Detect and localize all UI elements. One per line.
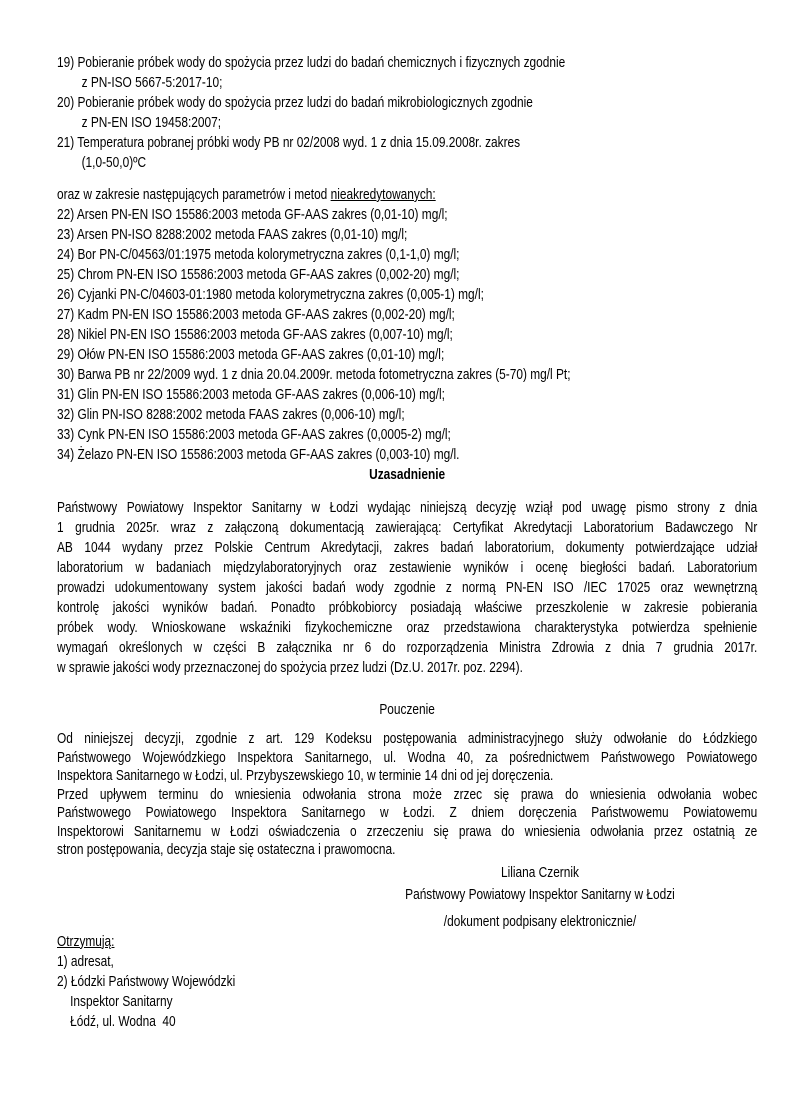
list-item-31: 31) Glin PN-EN ISO 15586:2003 metoda GF-AAS zakres (0,006-10) mg/l;	[57, 387, 445, 403]
list-item-33: 33) Cynk PN-EN ISO 15586:2003 metoda GF-AAS zakres (0,0005-2) mg/l;	[57, 427, 451, 443]
list-item-29: 29) Ołów PN-EN ISO 15586:2003 metoda GF-AAS zakres (0,01-10) mg/l;	[57, 347, 445, 363]
paragraph-line: Przed upływem terminu do wniesienia odwołania strona może zrzec się prawa do wniesienia odwołania wobec	[57, 786, 758, 803]
recipient-item-2-line3: Łódź, ul. Wodna 40	[70, 1013, 176, 1030]
recipients-heading: Otrzymują:	[57, 933, 115, 950]
list-item-32: 32) Glin PN-ISO 8288:2002 metoda FAAS zakres (0,006-10) mg/l;	[57, 407, 405, 423]
paragraph-line: stron postępowania, decyzja staje się ostateczna i prawomocna.	[57, 842, 396, 858]
signature-block	[310, 862, 769, 932]
list-item-34: 34) Żelazo PN-EN ISO 15586:2003 metoda GF-AAS zakres (0,003-10) mg/l.	[57, 447, 460, 463]
list-item-21-line1: 21) Temperatura pobranej próbki wody PB nr 02/2008 wyd. 1 z dnia 15.09.2008r. zakres	[57, 135, 521, 151]
list-item-30: 30) Barwa PB nr 22/2009 wyd. 1 z dnia 20.04.2009r. metoda fotometryczna zakres (5-70) mg/l Pt;	[57, 367, 571, 383]
list-item-19-line2: z PN-ISO 5667-5:2017-10;	[81, 75, 223, 91]
accredited-list	[57, 53, 757, 173]
nonaccredited-list	[57, 205, 757, 465]
recipient-item-1: 1) adresat,	[57, 953, 114, 970]
signer-title: Państwowy Powiatowy Inspektor Sanitarny w Łodzi	[405, 886, 675, 903]
signer-name: Liliana Czernik	[500, 864, 579, 881]
pouczenie-heading: Pouczenie	[379, 702, 435, 718]
paragraph-line: Inspektorowi Sanitarnemu w Łodzi oświadczenia o zrzeczeniu się prawa do wniesienia odwołania przez ostatnią ze	[57, 823, 758, 840]
electronic-signature-note: /dokument podpisany elektronicznie/	[443, 913, 637, 930]
list-item-20-line2: z PN-EN ISO 19458:2007;	[81, 115, 222, 131]
paragraph-line: prowadzi udokumentowany system jakości badań wody zgodnie z normą PN-EN ISO /IEC 17025 oraz wewnętrzną	[57, 580, 758, 596]
list-item	[57, 53, 757, 93]
paragraph-line: Od niniejszej decyzji, zgodnie z art. 129 Kodeksu postępowania administracyjnego służy odwołanie do Łódzkiego	[57, 731, 758, 747]
paragraph-line: Państwowego Wojewódzkiego Inspektora Sanitarnego, ul. Wodna 40, za pośrednictwem Państwowego Powiatowego	[57, 749, 758, 766]
uzasadnienie-paragraph	[57, 498, 757, 678]
paragraph-line: wymagań określonych w części B załącznika nr 6 do rozporządzenia Ministra Zdrowia z dnia 7 grudnia 2017r.	[57, 640, 758, 656]
intro-underlined-word: nieakredytowanych:	[330, 187, 436, 203]
paragraph-line: w sprawie jakości wody przeznaczonej do spożycia przez ludzi (Dz.U. 2017r. poz. 2294).	[57, 660, 523, 676]
recipients-block	[57, 932, 757, 1032]
nonaccredited-intro	[57, 185, 757, 205]
list-item-19-line1: 19) Pobieranie próbek wody do spożycia przez ludzi do badań chemicznych i fizycznych zgodnie	[57, 55, 566, 71]
list-item-22: 22) Arsen PN-EN ISO 15586:2003 metoda GF-AAS zakres (0,01-10) mg/l;	[57, 207, 448, 223]
paragraph-line: kontrolę jakości wyników badań. Ponadto próbkobiorcy posiadają właściwe przeszkolenie w zakresie pobierania	[57, 600, 758, 616]
paragraph-line: Państwowego Powiatowego Inspektora Sanitarnego w Łodzi. Z dniem doręczenia Państwowemu Powiatowemu	[57, 805, 758, 821]
intro-prefix: oraz w zakresie następujących parametrów i metod	[57, 187, 331, 203]
recipient-item-2-line2: Inspektor Sanitarny	[70, 993, 173, 1010]
list-item-25: 25) Chrom PN-EN ISO 15586:2003 metoda GF-AAS zakres (0,002-20) mg/l;	[57, 267, 460, 283]
list-item-20-line1: 20) Pobieranie próbek wody do spożycia przez ludzi do badań mikrobiologicznych zgodnie	[57, 95, 533, 111]
list-item-23: 23) Arsen PN-ISO 8288:2002 metoda FAAS zakres (0,01-10) mg/l;	[57, 227, 408, 243]
paragraph-line: 1 grudnia 2025r. wraz z załączoną dokumentacją zawierającą: Certyfikat Akredytacji Laboratorium Badawczego Nr	[57, 520, 758, 536]
paragraph-line: Inspektora Sanitarnego w Łodzi, ul. Przybyszewskiego 10, w terminie 14 dni od jej doręczenia.	[57, 768, 554, 784]
recipient-item-2-line1: 2) Łódzki Państwowy Wojewódzki	[57, 973, 236, 990]
list-item-28: 28) Nikiel PN-EN ISO 15586:2003 metoda GF-AAS zakres (0,007-10) mg/l;	[57, 327, 453, 343]
list-item-21-line2: (1,0-50,0)ºC	[81, 155, 147, 171]
list-item-24: 24) Bor PN-C/04563/01:1975 metoda kolorymetryczna zakres (0,1-1,0) mg/l;	[57, 247, 460, 263]
paragraph-line: Państwowy Powiatowy Inspektor Sanitarny w Łodzi wydając niniejszą decyzję wziął pod uwagę pismo strony z dnia	[57, 500, 758, 516]
pouczenie-paragraphs	[57, 730, 757, 860]
paragraph-line: laboratorium w badaniach międzylaboratoryjnych oraz zestawienie wyników i ocenę biegłości badań. Laboratorium	[57, 560, 758, 576]
list-item-26: 26) Cyjanki PN-C/04603-01:1980 metoda kolorymetryczna zakres (0,005-1) mg/l;	[57, 287, 484, 303]
paragraph-line: AB 1044 wydany przez Polskie Centrum Akredytacji, zakres badań laboratorium, dokumenty potwierdzające udział	[57, 540, 758, 556]
list-item	[57, 93, 757, 133]
paragraph-line: próbek wody. Wnioskowane wskaźniki fizykochemiczne oraz przedstawiona charakterystyka potwierdza spełnienie	[57, 620, 758, 636]
uzasadnienie-heading: Uzasadnienie	[369, 467, 446, 483]
document-content	[57, 53, 757, 1032]
list-item	[57, 133, 757, 173]
list-item-27: 27) Kadm PN-EN ISO 15586:2003 metoda GF-AAS zakres (0,002-20) mg/l;	[57, 307, 455, 323]
